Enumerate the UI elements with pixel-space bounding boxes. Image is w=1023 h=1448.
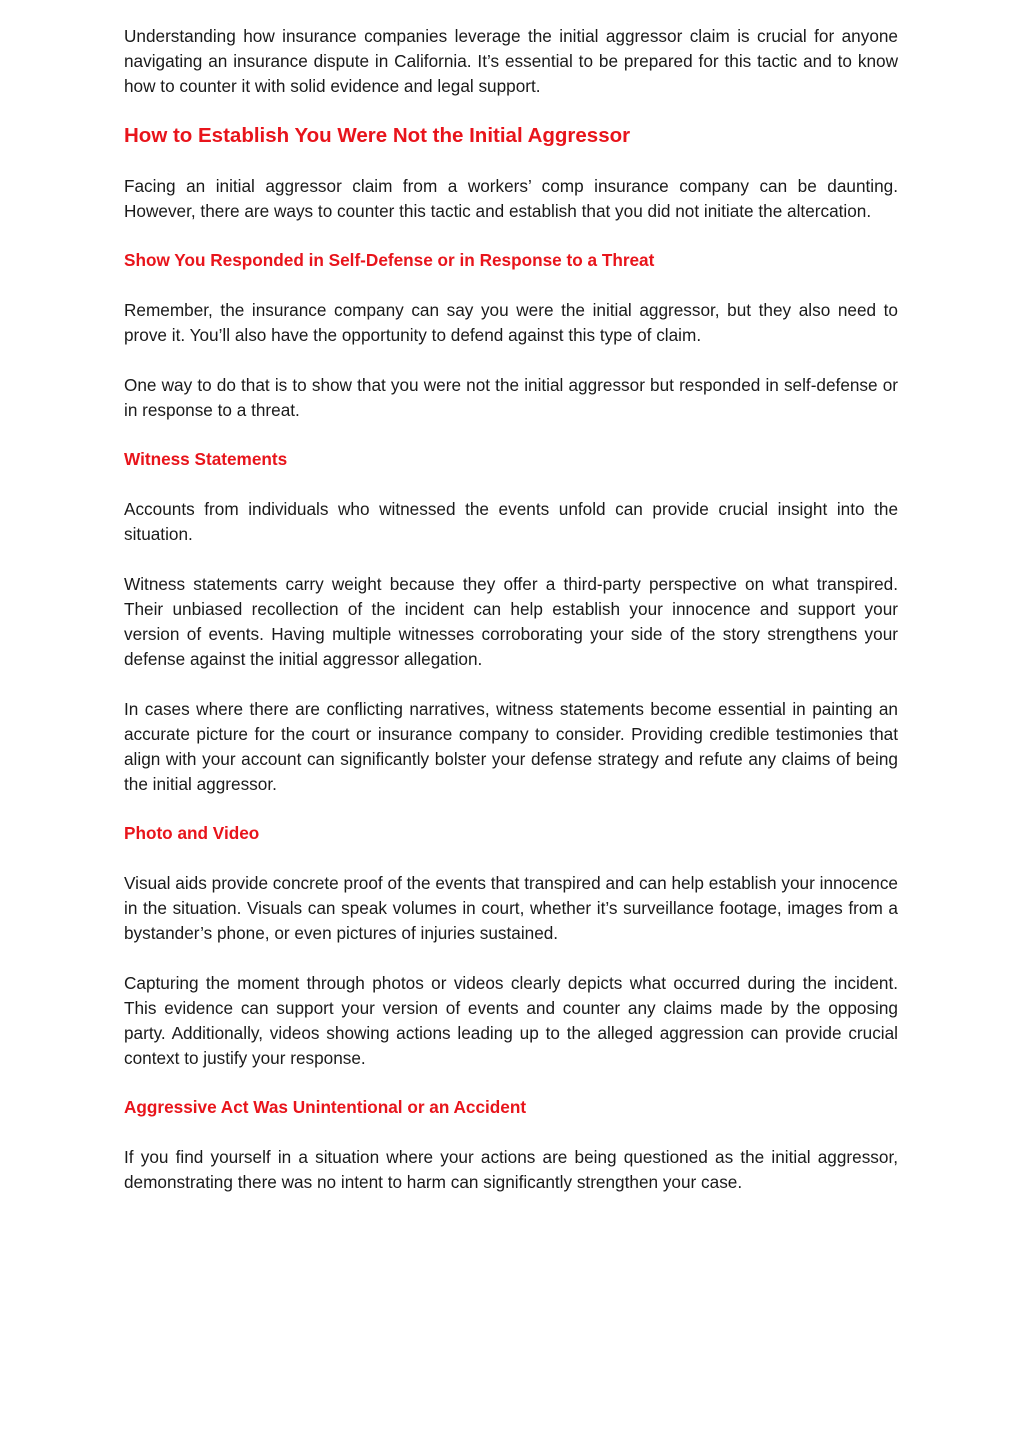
witness-paragraph-3: In cases where there are conflicting narratives, witness statements become essential in painting an accurate picture for the court or insurance company to consider. Providing credible testimonies that align with your account can significantly bolster your defense strategy and refute any claims of being the initial aggressor.: [124, 699, 898, 794]
photo-paragraph-2: Capturing the moment through photos or videos clearly depicts what occurred during the incident. This evidence can support your version of events and counter any claims made by the opposing party. Additionally, videos showing actions leading up to the alleged aggression can provide crucial context to justify your response.: [124, 973, 898, 1068]
subheading-unintentional-accident: Aggressive Act Was Unintentional or an Accident: [124, 1097, 527, 1117]
photo-paragraph-1: Visual aids provide concrete proof of the events that transpired and can help establish your innocence in the situation. Visuals can speak volumes in court, whether it’s surveillance footage, images from a bystander’s phone, or even pictures of injuries sustained.: [124, 873, 898, 943]
subheading-self-defense: Show You Responded in Self-Defense or in Response to a Threat: [124, 250, 655, 270]
section-heading: How to Establish You Were Not the Initial Aggressor: [124, 124, 631, 147]
witness-paragraph-2: Witness statements carry weight because they offer a third-party perspective on what transpired. Their unbiased recollection of the incident can help establish your innocence and support your version of events. Having multiple witnesses corroborating your side of the story strengthens your defense against the initial aggressor allegation.: [124, 574, 898, 669]
subheading-witness-statements: Witness Statements: [124, 449, 288, 469]
witness-paragraph-1: Accounts from individuals who witnessed the events unfold can provide crucial insight into the situation.: [124, 499, 898, 544]
accident-paragraph-1: If you find yourself in a situation where your actions are being questioned as the initial aggressor, demonstrating there was no intent to harm can significantly strengthen your case.: [124, 1147, 898, 1192]
subheading-photo-video: Photo and Video: [124, 823, 260, 843]
self-defense-paragraph-1: Remember, the insurance company can say you were the initial aggressor, but they also need to prove it. You’ll also have the opportunity to defend against this type of claim.: [124, 300, 898, 345]
self-defense-paragraph-2: One way to do that is to show that you were not the initial aggressor but responded in self-defense or in response to a threat.: [124, 375, 898, 420]
document-page: [124, 20, 898, 1195]
section-paragraph-1: Facing an initial aggressor claim from a workers’ comp insurance company can be daunting. However, there are ways to counter this tactic and establish that you did not initiate the altercation.: [124, 176, 898, 221]
intro-paragraph: Understanding how insurance companies leverage the initial aggressor claim is crucial for anyone navigating an insurance dispute in California. It’s essential to be prepared for this tactic and to know how to counter it with solid evidence and legal support.: [124, 26, 898, 96]
